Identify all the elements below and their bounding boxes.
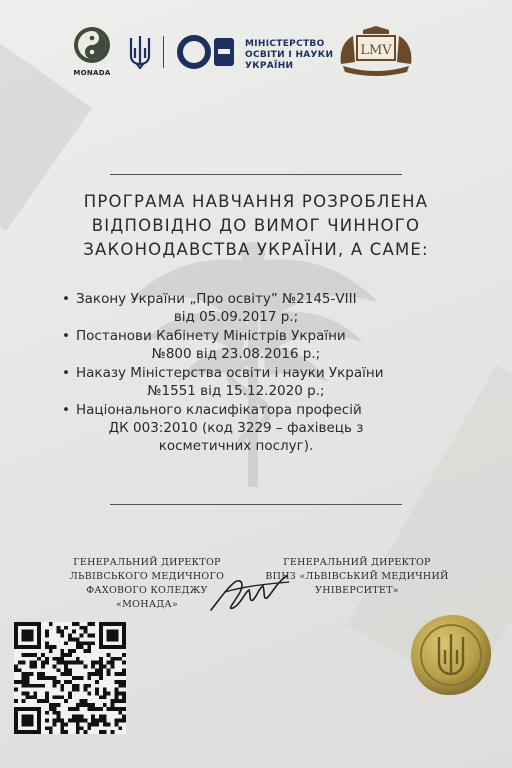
qr-code-icon (14, 622, 126, 734)
monada-caption: MONADA (73, 69, 111, 77)
bottom-rule (110, 504, 402, 505)
signatory-right: ГЕНЕРАЛЬНИЙ ДИРЕКТОР ВПНЗ «ЛЬВІВСЬКИЙ МЕДИЧНИЙ УНІВЕРСИТЕТ» (265, 557, 449, 596)
list-item: • Національного класифікатора професій ДК 003:2010 (код 3229 – фахівець з косметичних послуг). (62, 402, 364, 454)
signatory-left: ГЕНЕРАЛЬНИЙ ДИРЕКТОР ЛЬВІВСЬКОГО МЕДИЧНОГО ФАХОВОГО КОЛЕДЖУ «МОНАДА» (69, 557, 225, 610)
header-divider (163, 36, 164, 68)
list-item: • Закону України „Про освіту” №2145-VIII від 05.09.2017 р.; (62, 291, 357, 325)
header-logos (0, 26, 512, 80)
program-title: ПРОГРАМА НАВЧАННЯ РОЗРОБЛЕНА ВІДПОВІДНО ДО ВИМОГ ЧИННОГО ЗАКОНОДАВСТВА УКРАЇНИ, А САМЕ: (83, 192, 429, 259)
yin-yang-icon (73, 26, 111, 64)
monada-logo (70, 26, 114, 77)
ministry-name: МІНІСТЕРСТВО ОСВІТИ І НАУКИ УКРАЇНИ (245, 39, 334, 71)
lmv-crest-text: LMV (360, 43, 392, 58)
legislation-list (62, 290, 462, 456)
top-rule (110, 174, 402, 175)
list-item: • Наказу Міністерства освіти і науки України №1551 від 15.12.2020 р.; (62, 365, 384, 399)
handwritten-signature (205, 570, 295, 616)
list-item: • Постанови Кабінету Міністрів України №800 від 23.08.2016 р.; (62, 328, 346, 362)
wax-seal-trident-icon (408, 612, 494, 698)
mon-logo-icon (176, 34, 238, 70)
trident-icon (128, 34, 152, 70)
lmv-crest-icon (337, 26, 415, 76)
